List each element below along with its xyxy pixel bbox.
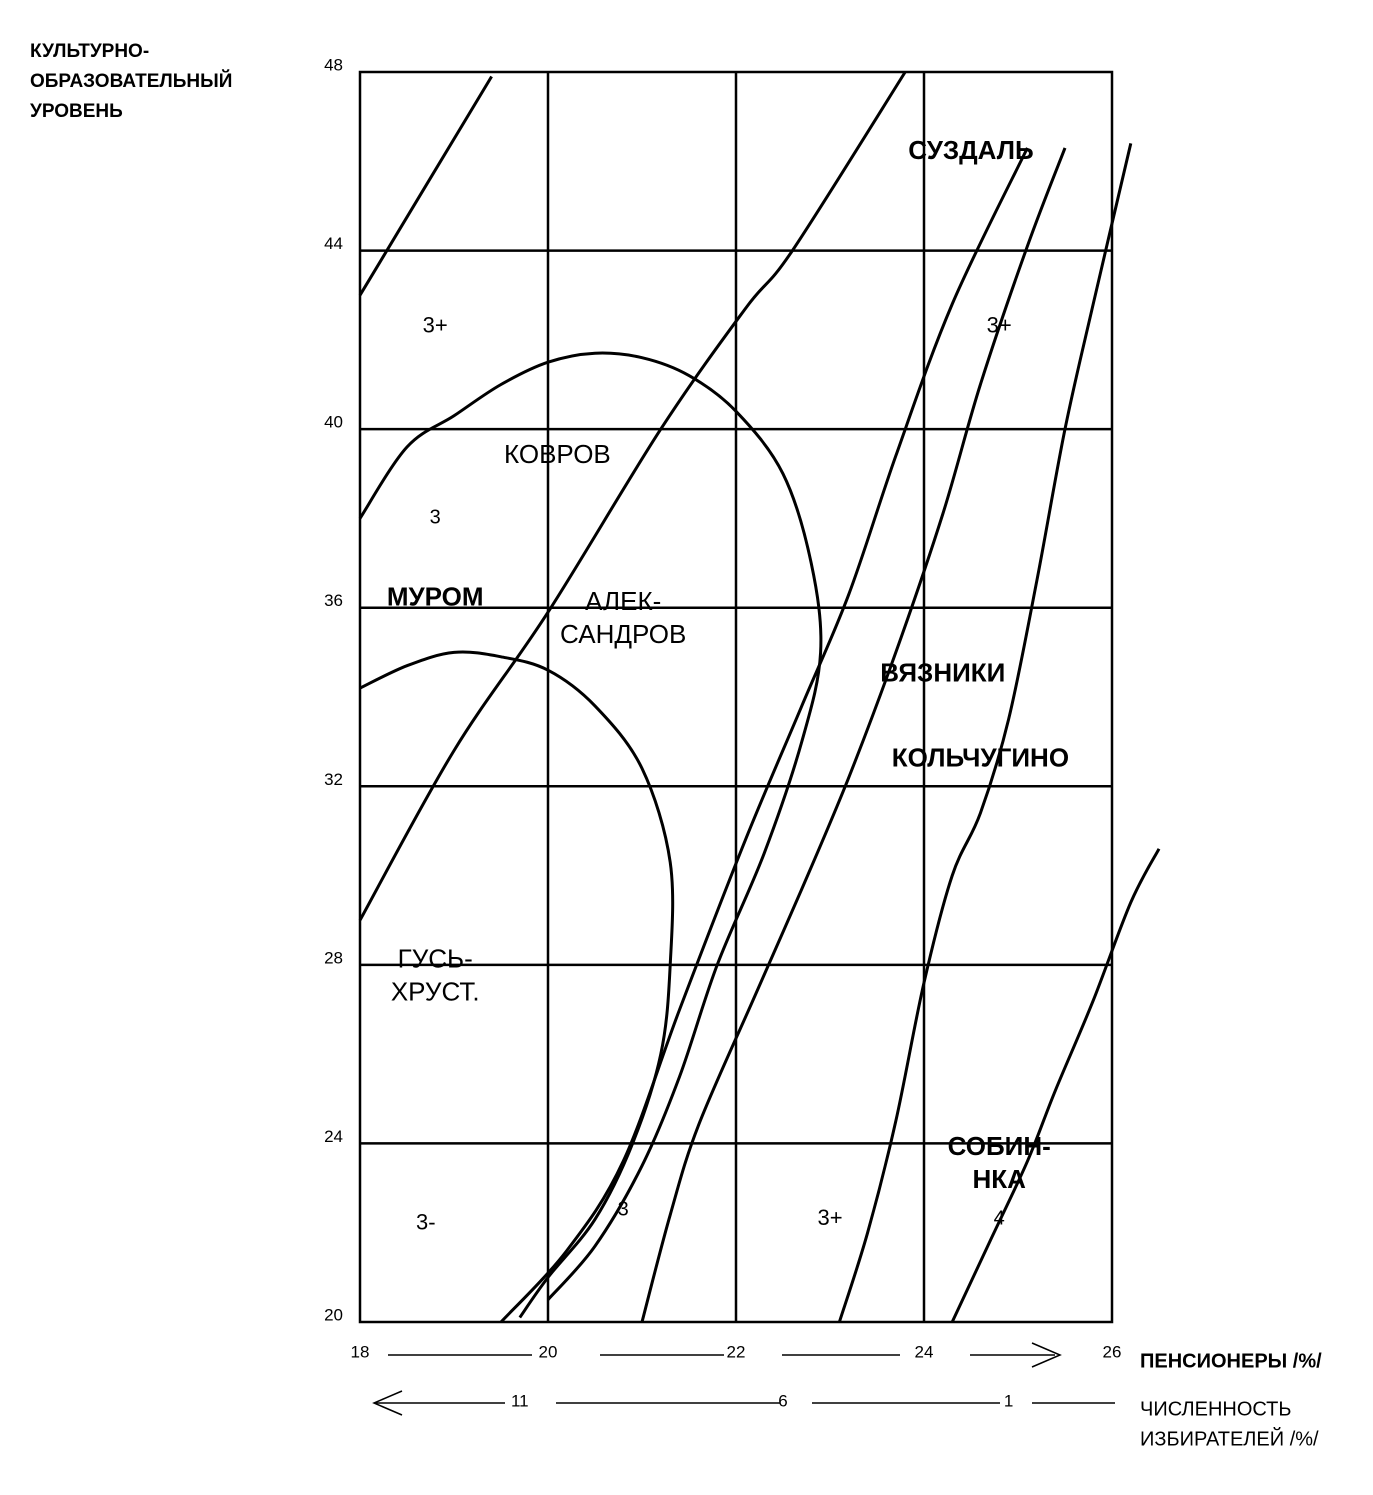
zone-label: 3 bbox=[617, 1198, 629, 1221]
x-tick-18: 18 bbox=[350, 1342, 370, 1362]
y-tick-44: 44 bbox=[324, 234, 343, 254]
city-label: АЛЕК- bbox=[585, 586, 662, 617]
y-axis-title: ОБРАЗОВАТЕЛЬНЫЙ bbox=[30, 71, 233, 93]
x-tick-22: 22 bbox=[726, 1342, 746, 1362]
y-tick-40: 40 bbox=[324, 412, 343, 432]
x-tick-24: 24 bbox=[914, 1342, 934, 1362]
y-axis-title: УРОВЕНЬ bbox=[30, 101, 123, 123]
curve-6 bbox=[952, 849, 1159, 1322]
zone-label: 3 bbox=[429, 506, 441, 529]
x2-tick-6: 6 bbox=[778, 1391, 788, 1411]
city-label: НКА bbox=[972, 1163, 1026, 1194]
zone-label: 3+ bbox=[422, 312, 448, 338]
city-label: МУРОМ bbox=[386, 581, 484, 612]
x2-axis-title: ЧИСЛЕННОСТЬ bbox=[1140, 1398, 1292, 1421]
y-tick-24: 24 bbox=[324, 1126, 343, 1146]
y-tick-32: 32 bbox=[324, 769, 343, 789]
x2-tick-11: 11 bbox=[510, 1391, 529, 1411]
y-tick-20: 20 bbox=[324, 1305, 343, 1325]
y-tick-36: 36 bbox=[324, 591, 343, 611]
city-label: САНДРОВ bbox=[560, 619, 687, 650]
city-label: СУЗДАЛЬ bbox=[908, 135, 1034, 166]
zone-label: 4 bbox=[993, 1207, 1005, 1230]
city-labels bbox=[387, 135, 1069, 1194]
city-label: КОЛЬЧУГИНО bbox=[891, 742, 1070, 773]
curve-1 bbox=[360, 77, 492, 296]
curve-2 bbox=[360, 72, 905, 920]
x-axis-title: ПЕНСИОНЕРЫ /%/ bbox=[1140, 1350, 1322, 1373]
x2-axis-title: ИЗБИРАТЕЛЕЙ /%/ bbox=[1140, 1428, 1319, 1451]
zone-label: 3- bbox=[416, 1209, 436, 1235]
city-label: ВЯЗНИКИ bbox=[880, 657, 1006, 688]
city-label: ХРУСТ. bbox=[390, 976, 480, 1007]
zone-label: 3+ bbox=[817, 1205, 843, 1231]
y-tick-28: 28 bbox=[324, 948, 343, 968]
x2-tick-1: 1 bbox=[1003, 1391, 1014, 1411]
city-label: СОБИН- bbox=[947, 1130, 1051, 1161]
x-tick-26: 26 bbox=[1102, 1342, 1122, 1362]
y-tick-48: 48 bbox=[324, 55, 343, 75]
city-label: КОВРОВ bbox=[504, 438, 611, 469]
x-tick-20: 20 bbox=[538, 1342, 558, 1362]
y-axis-title: КУЛЬТУРНО- bbox=[30, 41, 150, 63]
city-label: ГУСЬ- bbox=[397, 943, 473, 974]
axis-titles bbox=[30, 41, 1322, 1450]
zone-label: 3+ bbox=[986, 312, 1012, 338]
